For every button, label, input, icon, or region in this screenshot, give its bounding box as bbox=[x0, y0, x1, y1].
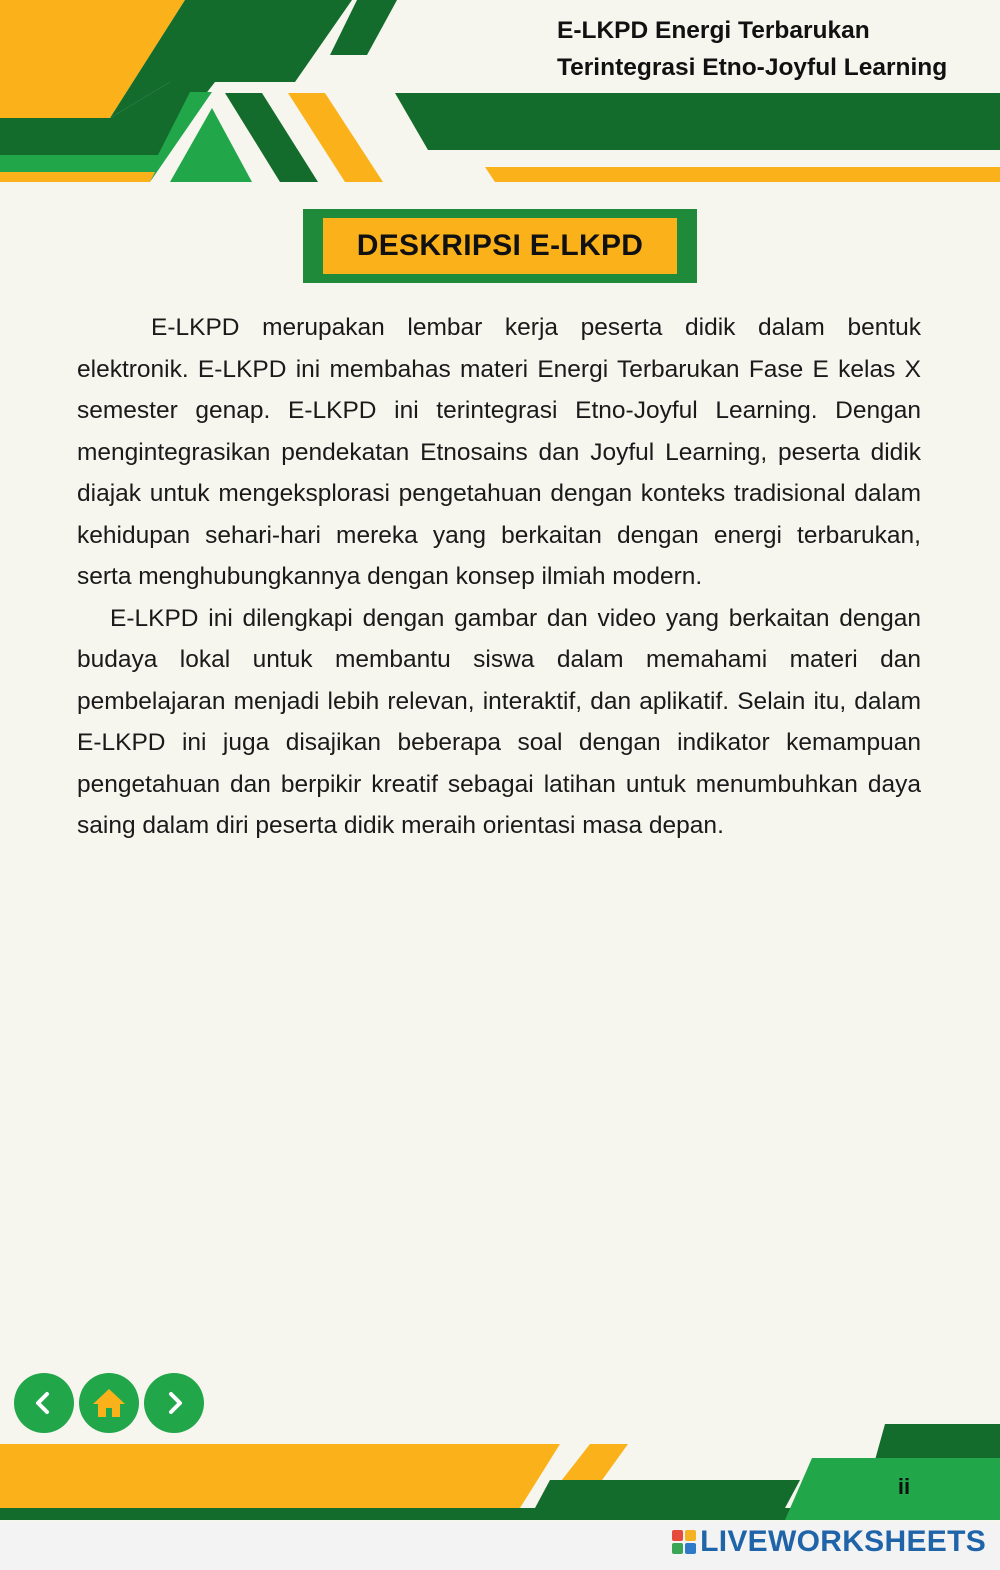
section-title: DESKRIPSI E-LKPD bbox=[323, 218, 677, 274]
header-title-line1: E-LKPD Energi Terbarukan bbox=[557, 17, 870, 44]
footer-decoration bbox=[0, 1420, 1000, 1530]
header-title bbox=[557, 12, 997, 86]
next-page-button[interactable] bbox=[144, 1373, 204, 1433]
header-title-line2: Terintegrasi Etno-Joyful Learning bbox=[557, 54, 948, 81]
home-button[interactable] bbox=[79, 1373, 139, 1433]
brand-name: LIVEWORKSHEETS bbox=[700, 1525, 986, 1558]
home-icon bbox=[91, 1387, 127, 1419]
chevron-right-icon bbox=[161, 1390, 187, 1416]
description-paragraph-2: E-LKPD ini dilengkapi dengan gambar dan video yang berkaitan dengan budaya lokal untuk membantu siswa dalam memahami materi dan pembelajaran menjadi lebih relevan, interaktif, dan aplikatif. Selain itu, dalam E-LKPD ini juga disajikan beberapa soal dengan indikator kemampuan pengetahuan dan berpikir kreatif sebagai latihan untuk menumbuhkan daya saing dalam diri peserta didik meraih orientasi masa depan. bbox=[77, 604, 921, 839]
description-paragraph-1: E-LKPD merupakan lembar kerja peserta didik dalam bentuk elektronik. E-LKPD ini membahas materi Energi Terbarukan Fase E kelas X semester genap. E-LKPD ini terintegrasi Etno-Joyful Learning. Dengan mengintegrasikan pendekatan Etnosains dan Joyful Learning, peserta didik diajak untuk mengeksplorasi pengetahuan dengan konteks tradisional dalam kehidupan sehari-hari mereka yang berkaitan dengan energi terbarukan, serta menghubungkannya dengan konsep ilmiah modern. bbox=[77, 314, 921, 590]
navigation-buttons bbox=[14, 1373, 204, 1433]
liveworksheets-brand[interactable] bbox=[672, 1525, 986, 1559]
previous-page-button[interactable] bbox=[14, 1373, 74, 1433]
page-number: ii bbox=[897, 1474, 911, 1499]
section-title-banner bbox=[303, 209, 697, 283]
liveworksheets-logo-icon bbox=[672, 1530, 696, 1554]
chevron-left-icon bbox=[31, 1390, 57, 1416]
description-content bbox=[77, 307, 921, 847]
